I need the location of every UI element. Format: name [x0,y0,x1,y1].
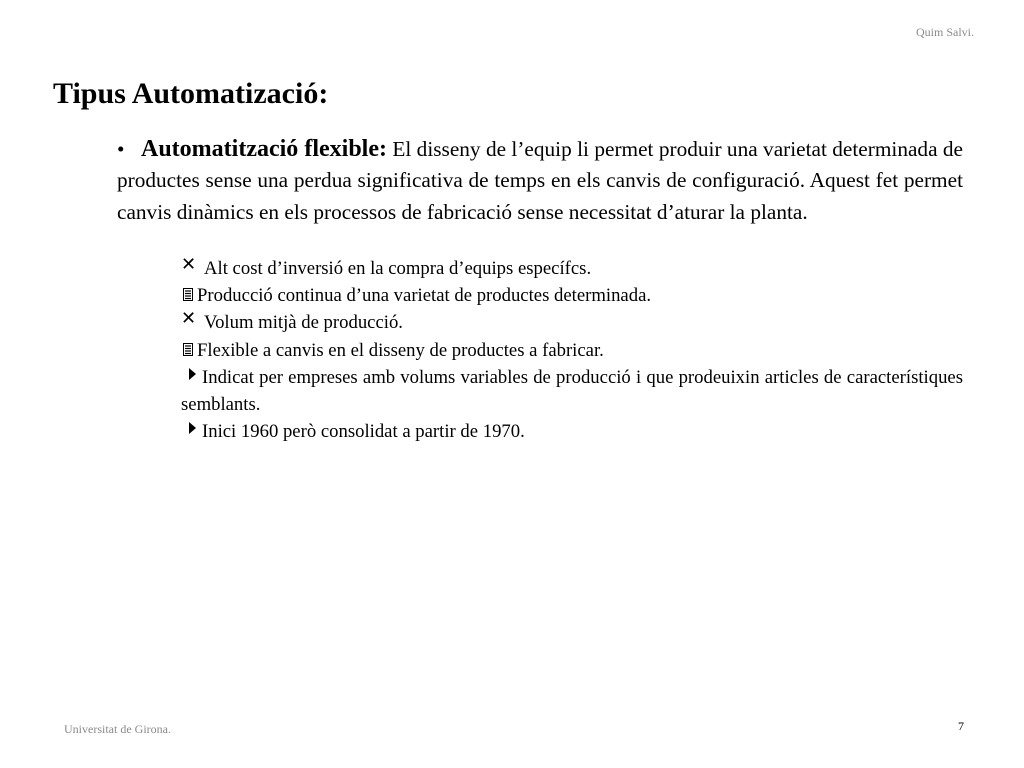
page-number: 7 [958,719,964,733]
sub-bullet-list [181,255,963,445]
arrow-right-icon [181,421,201,435]
bullet-text: El disseny de l’equip li permet produir una varietat determinada de productes sense una perdua significativa de temps en els canvis de configuració. Aquest fet permet canvis dinàmics en els processos de fabricació sense necessitat d’aturar la planta. [117,137,963,224]
x-mark-icon: ✕ [181,308,197,330]
slide-title: Tipus Automatizació: [53,77,329,110]
author-header: Quim Salvi. [915,25,974,39]
main-bullet [117,134,963,228]
list-item [181,309,963,336]
arrow-right-icon [181,367,201,381]
footer-institution: Universitat de Girona. [64,722,171,736]
bullet-lead: Automatització flexible: [141,136,387,162]
bars-icon [183,343,196,356]
list-item-text: Producció continua d’una varietat de productes determinada. [197,285,652,307]
list-item [181,255,963,282]
list-item-text: Volum mitjà de producció. [204,312,403,334]
list-item-text: Inici 1960 però consolidat a partir de 1970. [202,421,525,443]
list-item-text: Alt cost d’inversió en la compra d’equips específcs. [204,258,592,279]
list-item [181,364,963,418]
list-item [181,337,963,364]
list-item [181,418,963,445]
list-item-text: Indicat per empreses amb volums variables de producció i que prodeuixin articles de característiques semblants. [181,366,963,416]
bullet-dot: • [117,137,125,161]
x-mark-icon: ✕ [181,254,197,275]
bars-icon [183,288,196,301]
list-item-text: Flexible a canvis en el disseny de productes a fabricar. [197,339,604,361]
list-item [181,282,963,309]
